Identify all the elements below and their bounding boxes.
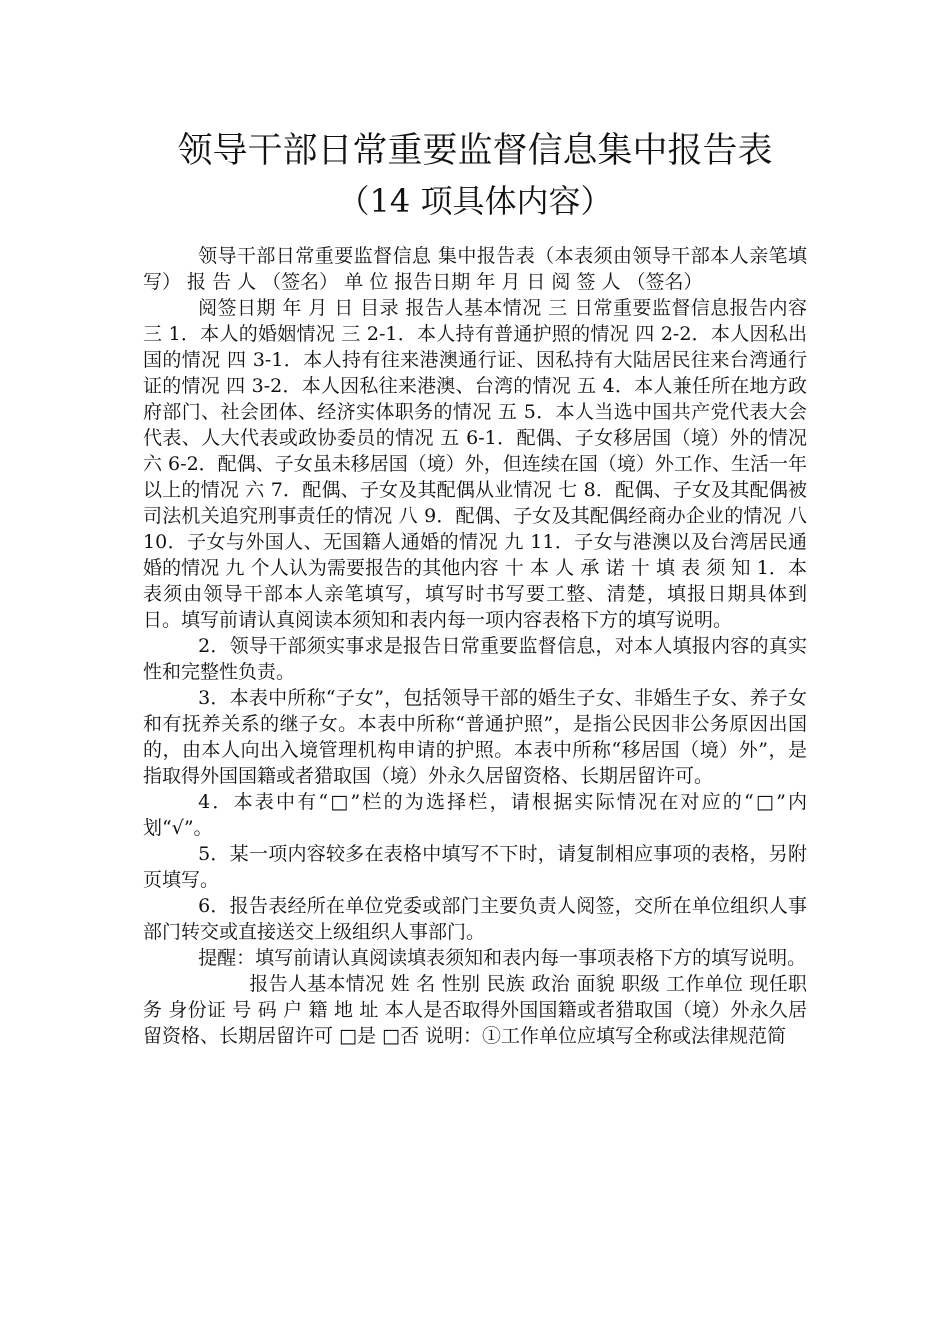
paragraph-basic-info: 报告人基本情况 姓 名 性别 民族 政治 面貌 职级 工作单位 现任职务 身份证 号 码 户 籍 地 址 本人是否取得外国国籍或者猎取国（境）外永久居留资格、长期居留许可 □是 □否 说明：①工作单位应填写全称或法律规范简	[143, 973, 807, 1047]
document-title: 领导干部日常重要监督信息集中报告表	[177, 131, 773, 171]
paragraph-instruction-6: 6．报告表经所在单位党委或部门主要负责人阅签，交所在单位组织人事部门转交或直接送交上级组织人事部门。	[143, 895, 807, 943]
paragraph-reminder: 提醒：填写前请认真阅读填表须知和表内每一事项表格下方的填写说明。	[198, 947, 807, 969]
paragraph-contents-and-instructions: 阅签日期 年 月 日 目录 报告人基本情况 三 日常重要监督信息报告内容 三 1．本人的婚姻情况 三 2-1．本人持有普通护照的情况 四 2-2．本人因私出国的情况 四 3-1．本人持有往来港澳通行证、因私持有大陆居民往来台湾通行证的情况 四 3-2．本人因私往来港澳、台湾的情况 五 4．本人兼任所在地方政府部门、社会团体、经济实体职务的情况 五 5．本人当选中国共产党代表大会代表、人大代表或政协委员的情况 五 6-1．配偶、子女移居国（境）外的情况 六 6-2．配偶、子女虽未移居国（境）外，但连续在国（境）外工作、生活一年以上的情况 六 7．配偶、子女及其配偶从业情况 七 8．配偶、子女及其配偶被司法机关追究刑事责任的情况 八 9．配偶、子女及其配偶经商办企业的情况 八 10．子女与外国人、无国籍人通婚的情况 九 11．子女与港澳以及台湾居民通婚的情况 九 个人认为需要报告的其他内容 十 本 人 承 诺 十 填 表 须 知 1．本表须由领导干部本人亲笔填写，填写时书写要工整、清楚，填报日期具体到日。填写前请认真阅读本须知和表内每一项内容表格下方的填写说明。	[143, 297, 807, 631]
paragraph-instruction-2: 2．领导干部须实事求是报告日常重要监督信息，对本人填报内容的真实性和完整性负责。	[143, 635, 807, 683]
title-block	[0, 126, 950, 226]
paragraph-instruction-4: 4．本表中有“□”栏的为选择栏，请根据实际情况在对应的“□”内划“√”。	[143, 791, 807, 839]
paragraph-header-fields: 领导干部日常重要监督信息 集中报告表（本表须由领导干部本人亲笔填写） 报 告 人 （签名） 单 位 报告日期 年 月 日 阅 签 人 （签名）	[143, 245, 807, 293]
document-body	[143, 243, 807, 1049]
document-subtitle: （14 项具体内容）	[337, 182, 613, 220]
paragraph-instruction-3: 3．本表中所称“子女”，包括领导干部的婚生子女、非婚生子女、养子女和有抚养关系的继子女。本表中所称“普通护照”，是指公民因非公务原因出国的，由本人向出入境管理机构申请的护照。本表中所称“移居国（境）外”，是指取得外国国籍或者猎取国（境）外永久居留资格、长期居留许可。	[143, 687, 807, 787]
paragraph-instruction-5: 5．某一项内容较多在表格中填写不下时，请复制相应事项的表格，另附页填写。	[143, 843, 807, 891]
